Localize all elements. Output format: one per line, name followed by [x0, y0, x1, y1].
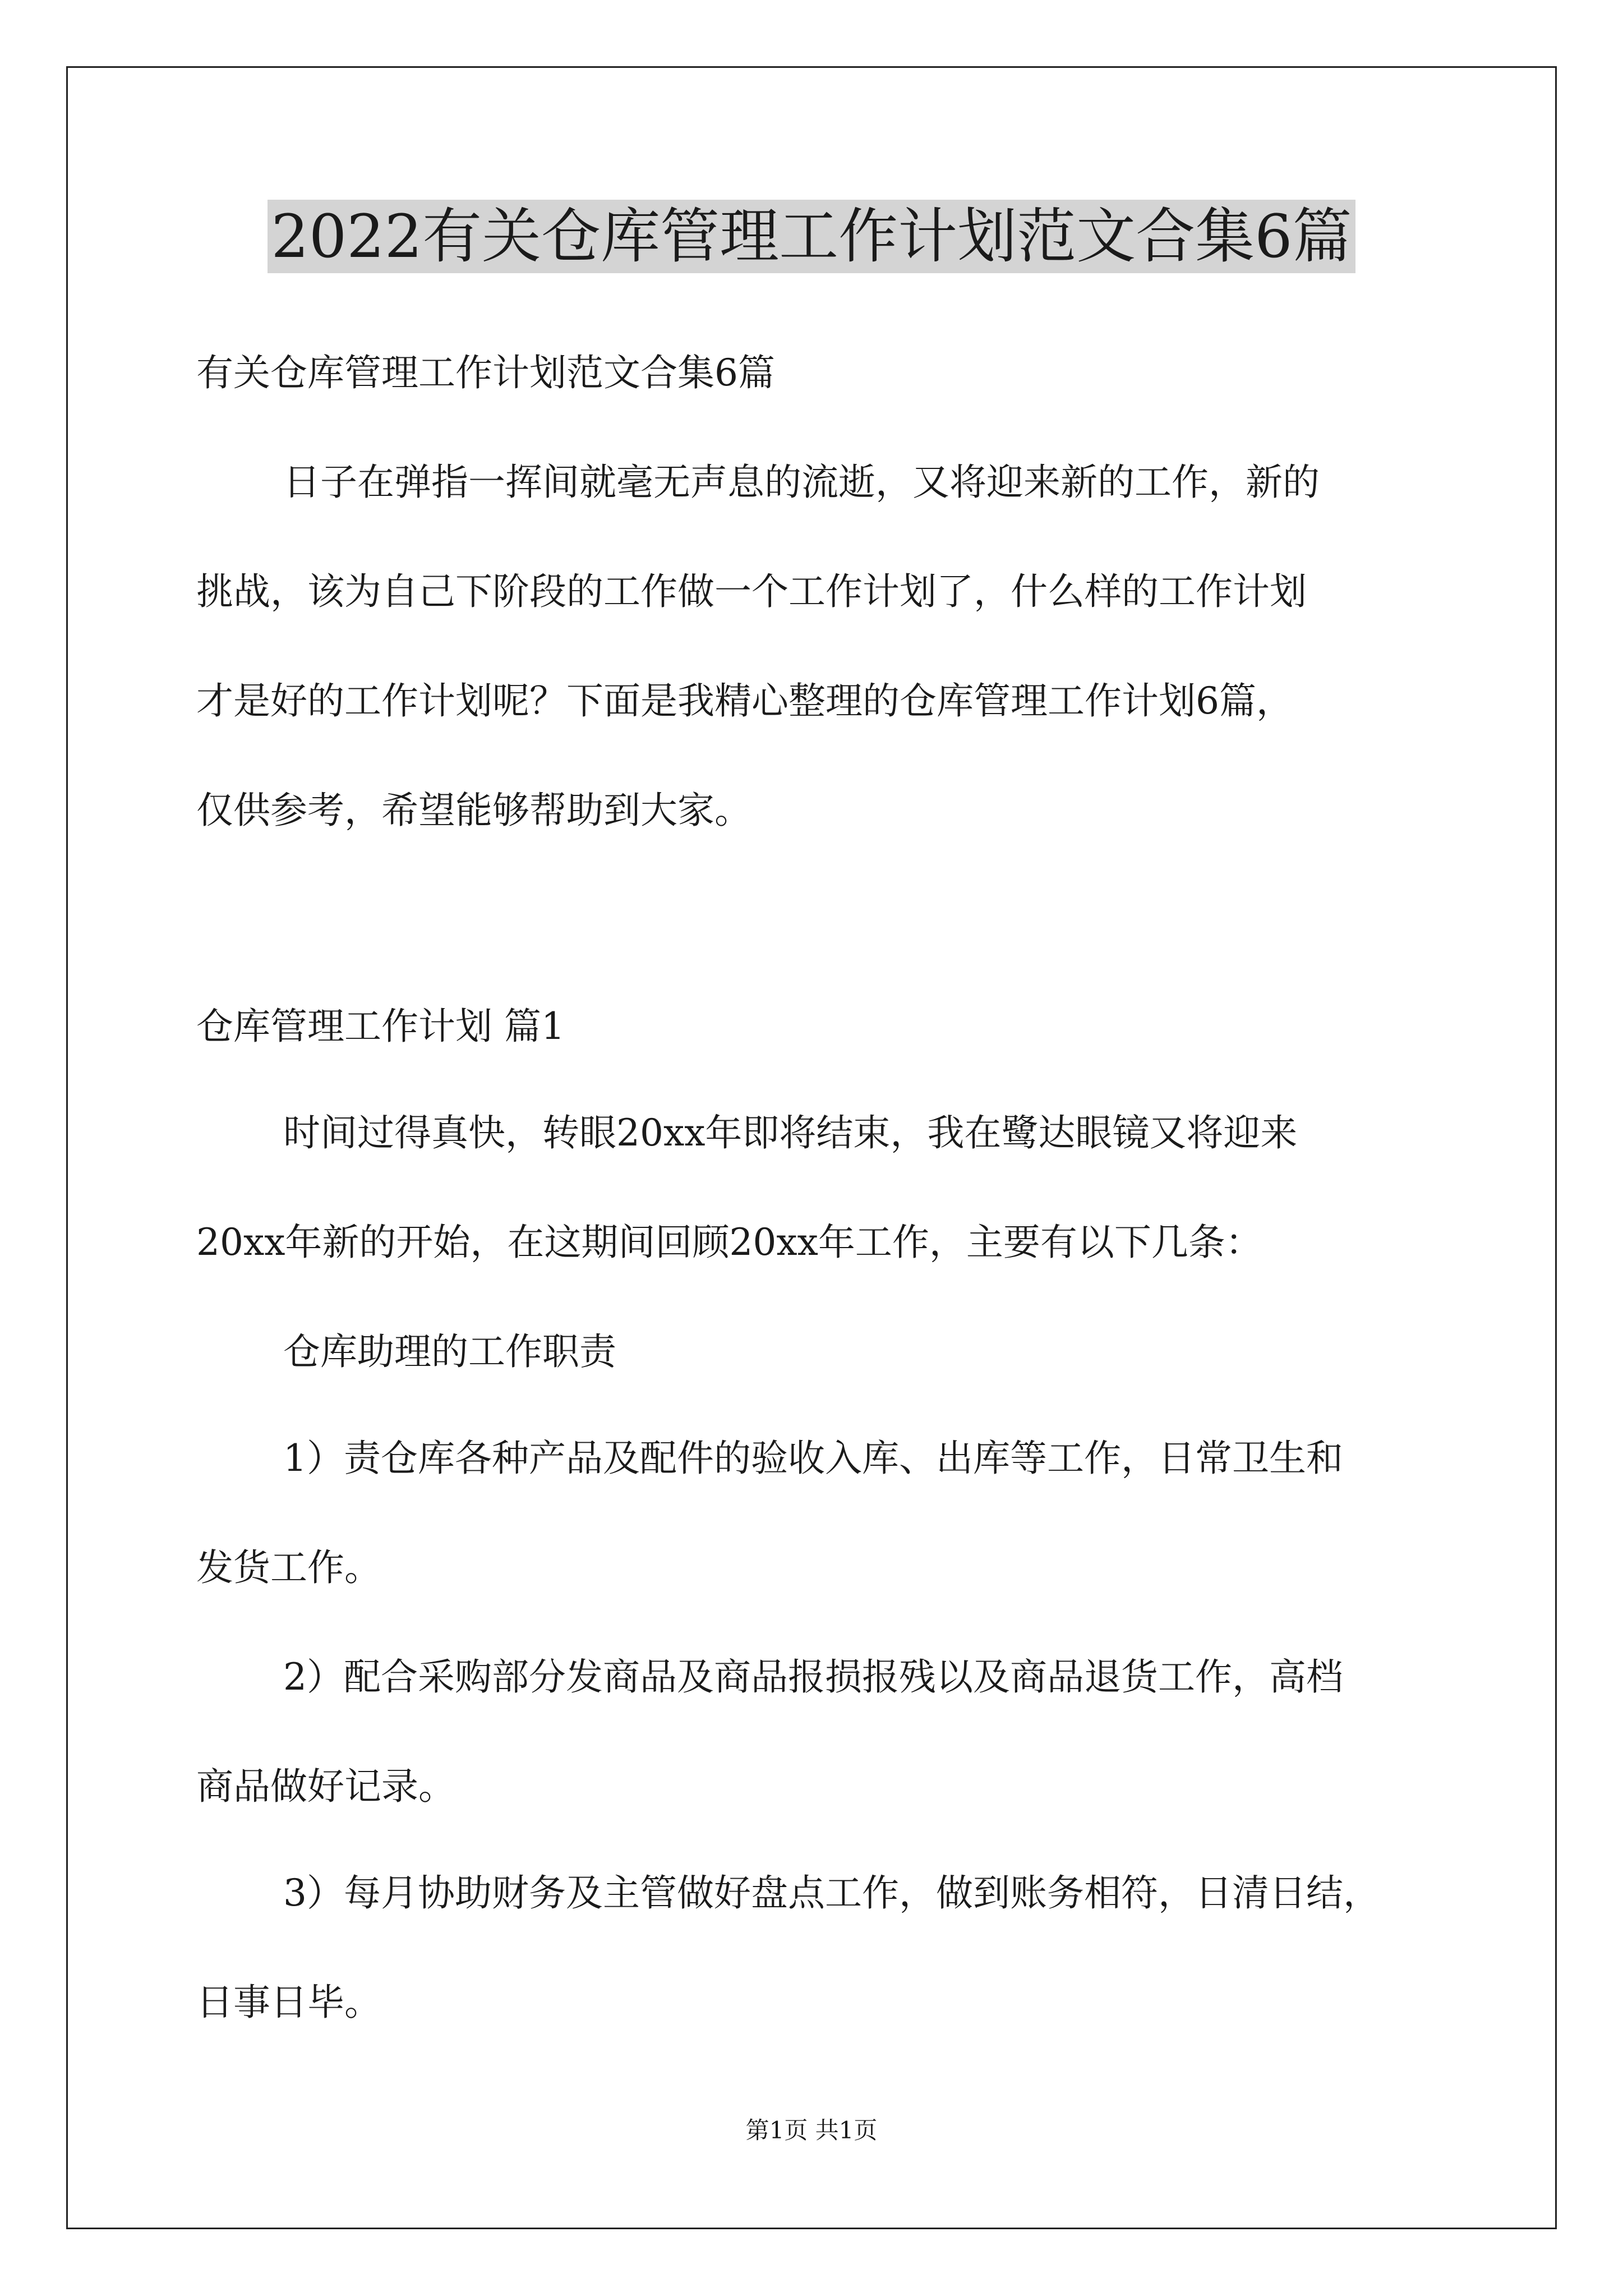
duty-item-3-cont: 日事日毕。: [196, 1981, 381, 2024]
duty-item-2-cont: 商品做好记录。: [196, 1765, 455, 1808]
intro-line-4: 仅供参考，希望能够帮助到大家。: [196, 789, 751, 832]
section-heading: 仓库管理工作计划 篇1: [196, 1005, 565, 1048]
page-footer: 第1页 共1页: [745, 2116, 878, 2144]
document-title: 2022有关仓库管理工作计划范文合集6篇: [0, 197, 1623, 276]
duty-item-1-cont: 发货工作。: [196, 1546, 381, 1589]
duties-heading: 仓库助理的工作职责: [283, 1330, 616, 1373]
intro-line-1: 日子在弹指一挥间就毫无声息的流逝，又将迎来新的工作，新的: [283, 461, 1320, 504]
paragraph-line: 20xx年新的开始，在这期间回顾20xx年工作，主要有以下几条：: [196, 1221, 1262, 1264]
paragraph-line: 时间过得真快，转眼20xx年即将结束，我在鹭达眼镜又将迎来: [283, 1111, 1298, 1154]
duty-item-3: 3）每月协助财务及主管做好盘点工作，做到账务相符，日清日结，: [283, 1871, 1380, 1915]
intro-line-3: 才是好的工作计划呢？下面是我精心整理的仓库管理工作计划6篇，: [196, 679, 1293, 723]
intro-line-2: 挑战，该为自己下阶段的工作做一个工作计划了，什么样的工作计划: [196, 570, 1307, 613]
duty-item-1: 1）责仓库各种产品及配件的验收入库、出库等工作，日常卫生和: [283, 1437, 1343, 1480]
subtitle: 有关仓库管理工作计划范文合集6篇: [196, 351, 775, 394]
duty-item-2: 2）配合采购部分发商品及商品报损报残以及商品退货工作，高档: [283, 1655, 1343, 1699]
